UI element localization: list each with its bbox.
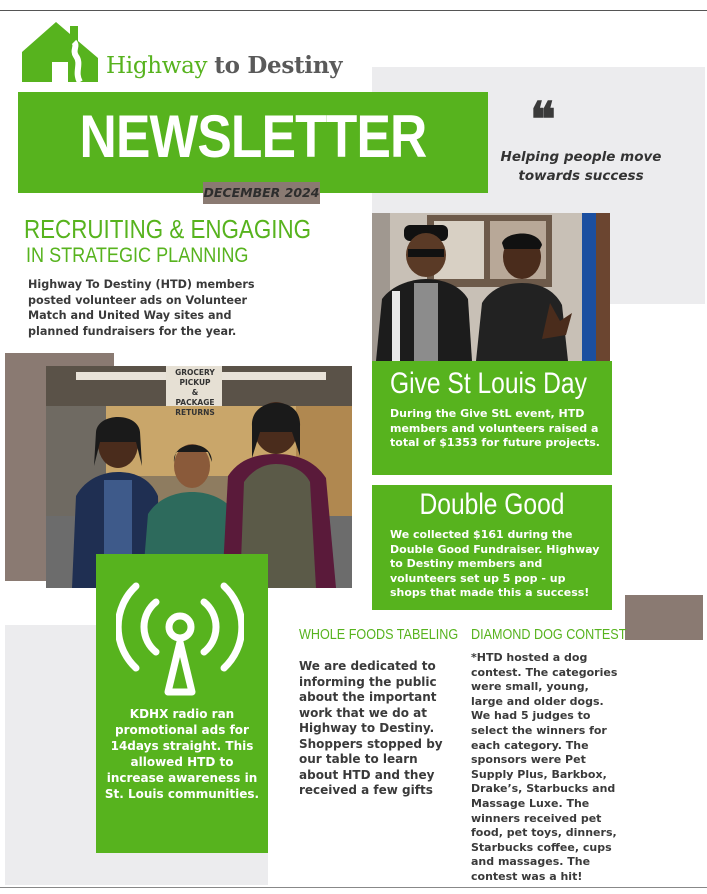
photo-two-men (372, 213, 610, 361)
quote-icon: ❝ (530, 92, 556, 148)
brand-name-part1: Highway (106, 53, 215, 79)
issue-date: DECEMBER 2024 (203, 182, 320, 204)
recruiting-heading-line2: IN STRATEGIC PLANNING (26, 244, 249, 267)
give-st-louis-title: Give St Louis Day (390, 367, 587, 400)
grocery-sign-line2: PICKUP (179, 378, 211, 387)
brand-name-part2: to Destiny (214, 52, 343, 79)
diamond-dog-body: *HTD hosted a dog contest. The categories were small, young, large and older dogs. We had 5 judges to select the winners for each category. The sponsors were Pet Supply Plus, Barkbox, Drake’s, Starbucks and Massage Luxe. The winners received pet food, pet toys, dinners, Starbucks coffee, cups and massages. The contest was a hit! (471, 651, 618, 883)
top-divider (0, 10, 707, 11)
whole-foods-body: We are dedicated to informing the public about the important work that we do at Highway to Destiny. Shoppers stopped by our table to learn about HTD and they received a few gifts (299, 659, 443, 797)
grocery-sign-line4: PACKAGE (175, 398, 215, 407)
double-good-title: Double Good (419, 488, 565, 521)
newsletter-title: NEWSLETTER (79, 103, 427, 170)
photo-two-men-illustration (372, 213, 610, 361)
grocery-sign-line5: RETURNS (175, 408, 215, 417)
recruiting-heading-line1: RECRUITING & ENGAGING (24, 214, 311, 244)
radio-tower-icon (116, 574, 244, 698)
double-good-body: We collected $161 during the Double Good Fundraiser. Highway to Destiny members and volunteers set up 5 pop - up shops that made this a success! (390, 528, 600, 599)
decor-brown-small-block (625, 595, 703, 640)
brand-name (106, 52, 342, 79)
give-st-louis-body: During the Give StL event, HTD members and volunteers raised a total of $1353 for future projects. (390, 407, 600, 449)
grocery-sign-line3: & (191, 388, 199, 397)
bottom-divider (0, 887, 707, 888)
house-road-logo-icon (22, 22, 100, 84)
grocery-sign (172, 368, 218, 418)
diamond-dog-heading: DIAMOND DOG CONTEST (471, 626, 627, 643)
recruiting-body: Highway To Destiny (HTD) members posted volunteer ads on Volunteer Match and United Way sites and planned fundraisers for the year. (28, 278, 255, 338)
whole-foods-heading: WHOLE FOODS TABELING (299, 626, 459, 643)
grocery-sign-line1: GROCERY (175, 368, 215, 377)
kdhx-body: KDHX radio ran promotional ads for 14days straight. This allowed HTD to increase awareness in St. Louis communities. (104, 707, 260, 801)
tagline-quote: Helping people move towards success (500, 149, 662, 184)
